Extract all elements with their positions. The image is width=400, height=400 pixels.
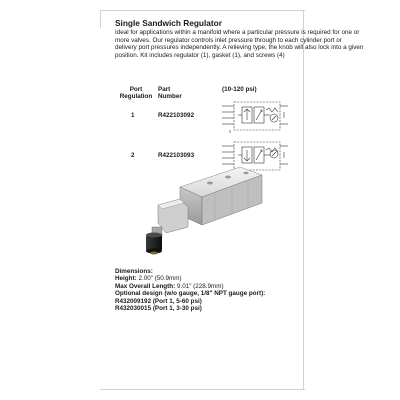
port-regulation-header <box>116 86 156 101</box>
regulator-product-image <box>140 165 265 260</box>
optional-part-2: R432030015 (Port 1, 3-30 psi) <box>115 305 202 313</box>
height-label: Height: <box>115 275 137 283</box>
dimensions-heading: Dimensions: <box>115 268 153 275</box>
pressure-range-header: (10-120 psi) <box>222 86 257 93</box>
row-2-part-number: R422103093 <box>158 152 195 159</box>
bottom-frame-line <box>100 389 305 390</box>
top-frame-line <box>100 10 305 11</box>
optional-design-label: Optional design (w/o gauge, 1/8" NPT gauge port): <box>115 290 266 298</box>
row-1-port: 1 <box>131 112 135 119</box>
optional-part-1: R432009192 (Port 1, 5-60 psi) <box>115 297 202 305</box>
row-1-part-number: R422103092 <box>158 112 195 119</box>
length-value: 9.01" (228.9mm) <box>176 282 224 290</box>
part-number-label: Part Number <box>158 86 182 101</box>
length-line <box>115 283 265 290</box>
dimensions-block <box>115 268 265 312</box>
page-title: Single Sandwich Regulator <box>115 18 222 28</box>
height-line <box>115 275 265 282</box>
product-description: Ideal for applications within a manifold where a particular pressure is required for one or more valves. Our regulator controls inlet pressure through to each cylinder port or delivery port pressures independently. A relieving type, the knob will also lock into a given position. Kit includes regulator (1), gasket (1), and screws (4) <box>115 29 364 59</box>
port-regulation-label: Port Regulation <box>119 86 153 101</box>
part-number-header <box>158 86 192 101</box>
height-value: 2.00" (50.9mm) <box>138 275 182 283</box>
length-label: Max Overall Length: <box>115 282 176 290</box>
right-frame-line <box>303 10 304 390</box>
regulator-schematic-1 <box>220 98 300 134</box>
left-frame-line-top <box>100 10 101 28</box>
row-2-port: 2 <box>131 152 135 159</box>
